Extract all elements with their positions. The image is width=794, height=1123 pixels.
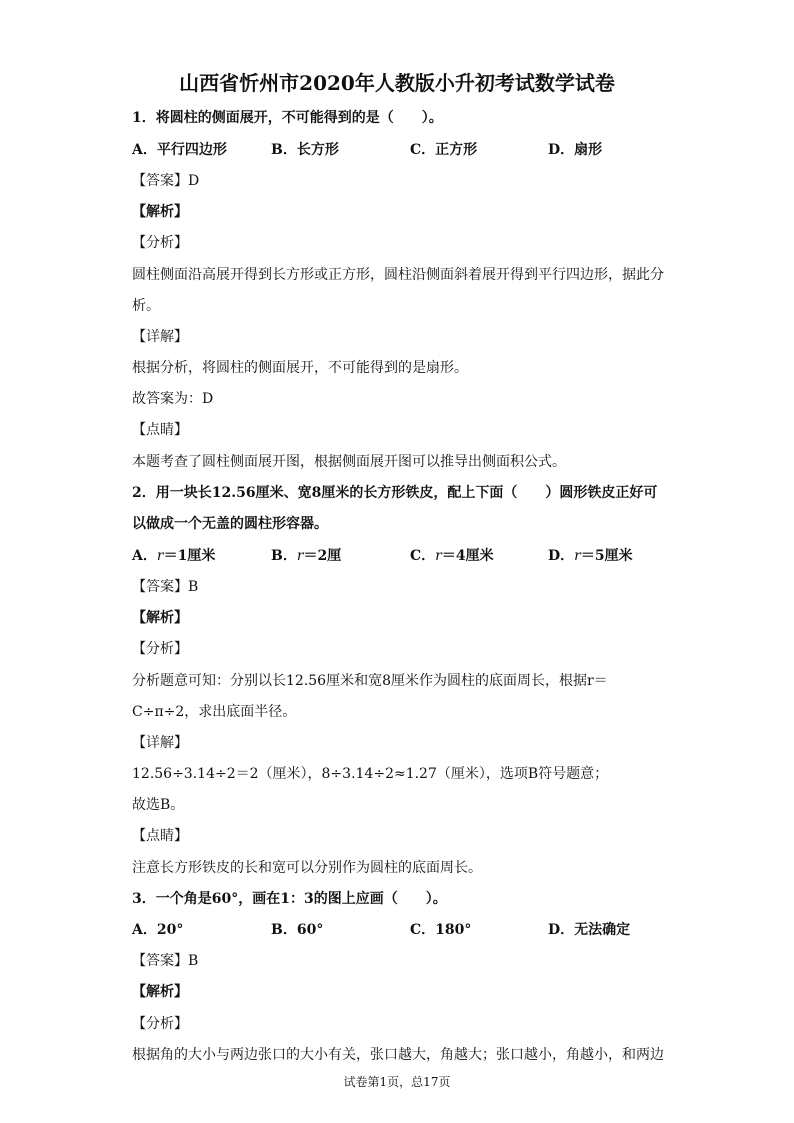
q1-answer: 【答案】D [132,173,200,189]
q2-option-a-var: r [156,548,164,564]
q3-answer: 【答案】B [132,953,199,969]
q2-option-c-var: r [435,548,442,564]
q2-option-d-var: r [574,548,581,564]
q2-option-d-label: D． [548,548,575,564]
q1-fenxi-text-2: 析。 [132,298,160,314]
q2-xiangjie-heading: 【详解】 [132,735,188,751]
q2-option-b [271,546,341,566]
q2-question-line-1: 2．用一块长12.56厘米、宽8厘米的长方形铁皮，配上下面（ ）圆形铁皮正好可 [132,485,658,501]
q3-option-b: B．60° [271,922,324,938]
q1-xiangjie-text-2: 故答案为：D [132,391,214,407]
q2-option-a-label: A． [132,548,157,564]
q1-option-d: D．扇形 [548,142,603,158]
q3-jiexi-heading: 【解析】 [132,984,188,1000]
q1-dianjing-text: 本题考查了圆柱侧面展开图，根据侧面展开图可以推导出侧面积公式。 [132,454,566,470]
q2-option-a-value: ＝1厘米 [163,548,216,564]
q3-option-c: C．180° [410,922,472,938]
q2-jiexi-heading: 【解析】 [132,610,188,626]
q3-fenxi-heading: 【分析】 [132,1016,188,1032]
q2-option-c [410,546,494,566]
q1-jiexi-heading: 【解析】 [132,204,188,220]
page-title: 山西省忻州市2020年人教版小升初考试数学试卷 [179,71,615,95]
page-footer: 试卷第1页，总17页 [343,1075,451,1089]
q2-xiangjie-text-2: 故选B。 [132,797,185,813]
q2-option-b-value: ＝2厘 [303,548,342,564]
q2-option-a [132,546,215,566]
q1-option-c: C．正方形 [410,142,478,158]
q2-option-d-value: ＝5厘米 [580,548,633,564]
q2-dianjing-text: 注意长方形铁皮的长和宽可以分别作为圆柱的底面周长。 [132,860,482,876]
q1-dianjing-heading: 【点睛】 [132,422,188,438]
q2-fenxi-text-2: C÷π÷2，求出底面半径。 [132,704,297,720]
q1-fenxi-heading: 【分析】 [132,235,188,251]
q2-fenxi-heading: 【分析】 [132,641,188,657]
q1-xiangjie-text-1: 根据分析，将圆柱的侧面展开，不可能得到的是扇形。 [132,360,468,376]
q3-fenxi-text-1: 根据角的大小与两边张口的大小有关，张口越大，角越大；张口越小，角越小，和两边 [132,1047,664,1063]
q1-question: 1．将圆柱的侧面展开，不可能得到的是（ ）。 [132,110,443,126]
q2-xiangjie-text-1: 12.56÷3.14÷2＝2（厘米），8÷3.14÷2≈1.27（厘米），选项B符号题意； [132,766,609,782]
q3-option-a: A．20° [132,922,184,938]
q2-option-b-var: r [296,548,304,564]
q2-answer: 【答案】B [132,579,199,595]
q2-fenxi-text-1: 分析题意可知：分别以长12.56厘米和宽8厘米作为圆柱的底面周长，根据r＝ [132,673,608,689]
q1-xiangjie-heading: 【详解】 [132,329,188,345]
q1-fenxi-text-1: 圆柱侧面沿高展开得到长方形或正方形，圆柱沿侧面斜着展开得到平行四边形，据此分 [132,267,664,283]
q1-option-b: B．长方形 [271,142,339,158]
q3-question: 3．一个角是60°，画在1：3的图上应画（ ）。 [132,891,447,907]
q3-option-d: D．无法确定 [548,922,631,938]
q2-dianjing-heading: 【点睛】 [132,828,188,844]
q2-question-line-2: 以做成一个无盖的圆柱形容器。 [132,516,328,532]
q2-option-b-label: B． [271,548,297,564]
q2-option-c-value: ＝4厘米 [441,548,494,564]
q2-option-d [548,546,633,566]
q2-option-c-label: C． [410,548,436,564]
q1-option-a: A．平行四边形 [132,142,227,158]
